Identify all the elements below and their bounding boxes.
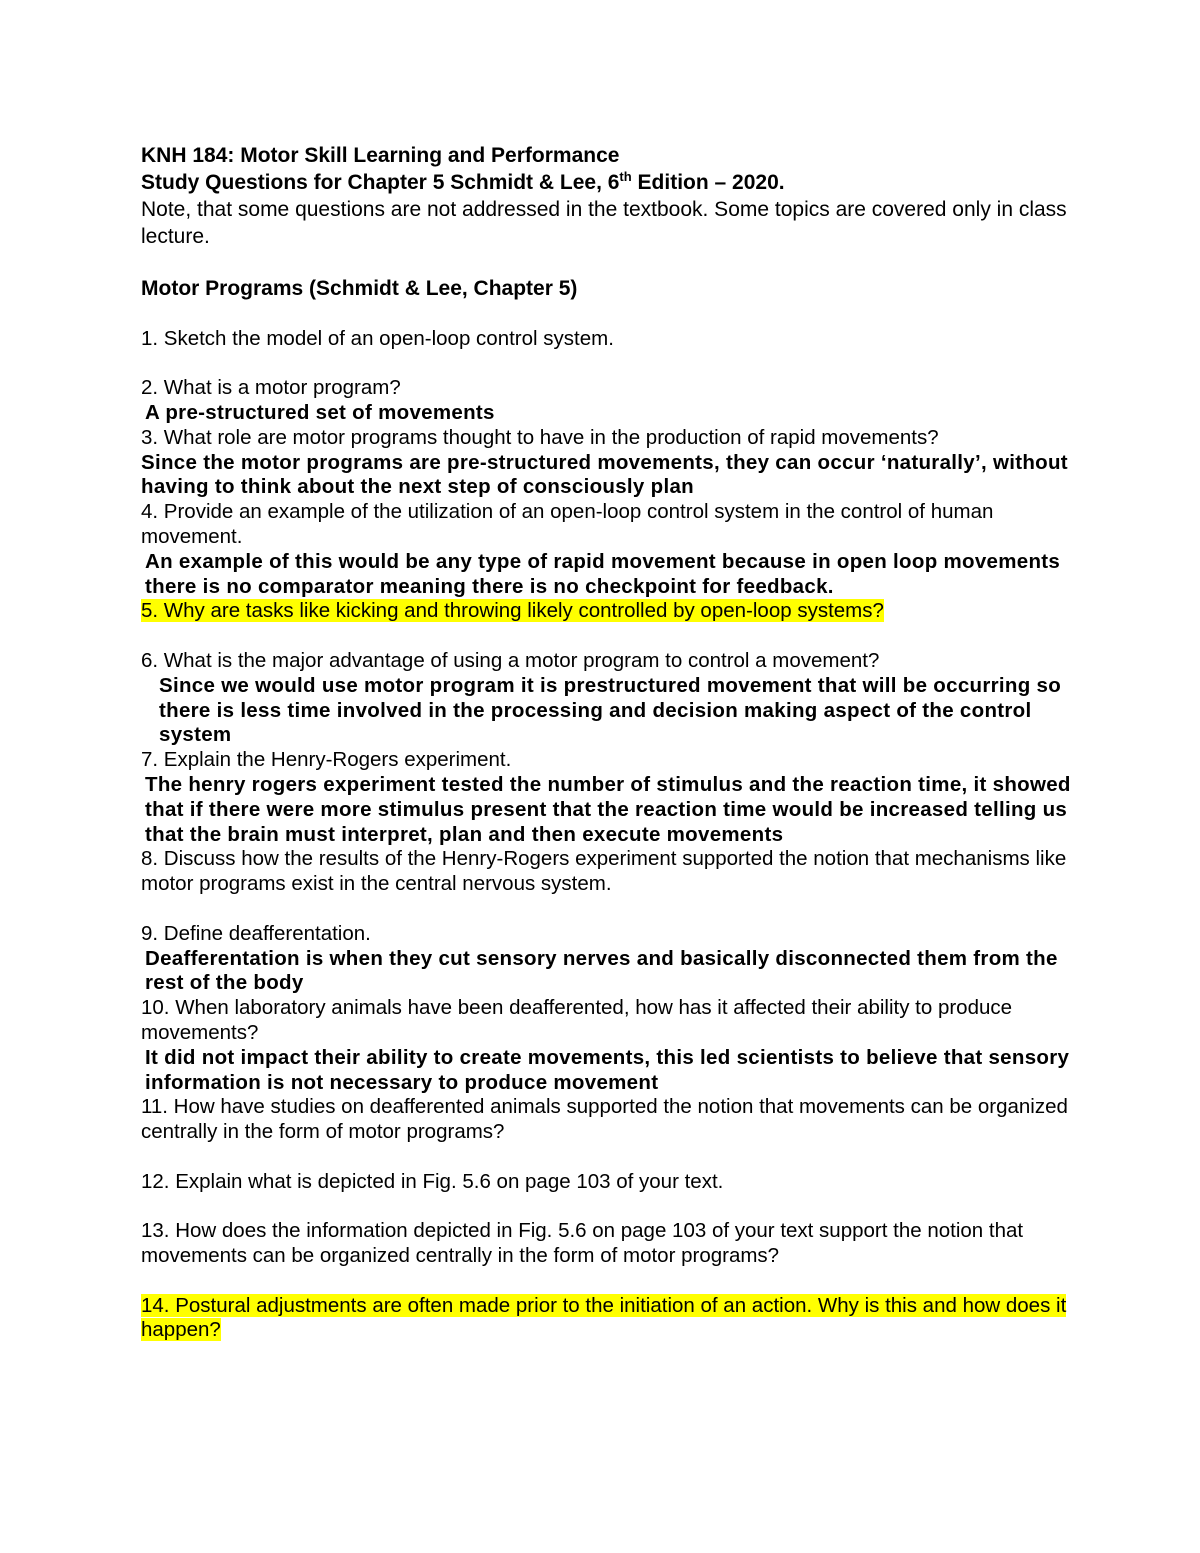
subtitle-edition: Edition – 2020.: [631, 171, 785, 194]
answer-6: Since we would use motor program it is prestructured movement that will be occurring so there is less time involved in the processing and decision making aspect of the control system: [159, 673, 1062, 747]
document-subtitle: [141, 169, 1080, 196]
document-note: Note, that some questions are not addressed in the textbook. Some topics are covered only in class lecture.: [141, 198, 1067, 248]
question-5: [141, 599, 1080, 624]
answer-10: It did not impact their ability to create movements, this led scientists to believe that sensory information is not necessary to produce movement: [145, 1045, 1070, 1094]
question-2: 2. What is a motor program?: [141, 376, 401, 400]
question-6: 6. What is the major advantage of using a motor program to control a movement?: [141, 648, 880, 672]
question-4: 4. Provide an example of the utilization of an open-loop control system in the control of human movement.: [141, 500, 994, 548]
question-14: [141, 1294, 1080, 1344]
answer-7: The henry rogers experiment tested the number of stimulus and the reaction time, it showed that if there were more stimulus present that the reaction time would be increased telling us that the brain must interpret, plan and then execute movements: [145, 772, 1071, 846]
question-12: 12. Explain what is depicted in Fig. 5.6 on page 103 of your text.: [141, 1169, 724, 1193]
answer-9: Deafferentation is when they cut sensory nerves and basically disconnected them from the rest of the body: [145, 946, 1058, 995]
question-7: 7. Explain the Henry-Rogers experiment.: [141, 748, 512, 772]
question-1: 1. Sketch the model of an open-loop control system.: [141, 326, 614, 350]
question-3: 3. What role are motor programs thought to have in the production of rapid movements?: [141, 425, 939, 449]
question-13: 13. How does the information depicted in Fig. 5.6 on page 103 of your text support the notion that movements can be organized centrally in the form of motor programs?: [141, 1219, 1024, 1268]
answer-3: Since the motor programs are pre-structured movements, they can occur ‘naturally’, without having to think about the next step of consciously plan: [141, 450, 1068, 499]
answer-2: A pre-structured set of movements: [145, 400, 495, 424]
subtitle-superscript: th: [619, 169, 632, 184]
subtitle-text: Study Questions for Chapter 5 Schmidt & Lee, 6: [141, 171, 620, 194]
question-9: 9. Define deafferentation.: [141, 921, 371, 945]
question-11: 11. How have studies on deafferented animals supported the notion that movements can be organized centrally in the form of motor programs?: [141, 1095, 1068, 1144]
question-10: 10. When laboratory animals have been deafferented, how has it affected their ability to produce movements?: [141, 996, 1013, 1044]
question-8: 8. Discuss how the results of the Henry-Rogers experiment supported the notion that mechanisms like motor programs exist in the central nervous system.: [141, 847, 1067, 896]
document-title: KNH 184: Motor Skill Learning and Performance: [141, 144, 620, 167]
section-title: Motor Programs (Schmidt & Lee, Chapter 5): [141, 276, 578, 300]
highlighted-question-14: 14. Postural adjustments are often made prior to the initiation of an action. Why is this and how does it happen?: [141, 1293, 1067, 1342]
highlighted-question-5: 5. Why are tasks like kicking and throwing likely controlled by open-loop systems?: [141, 599, 884, 623]
answer-4: An example of this would be any type of rapid movement because in open loop movements there is no comparator meaning there is no checkpoint for feedback.: [145, 549, 1061, 598]
